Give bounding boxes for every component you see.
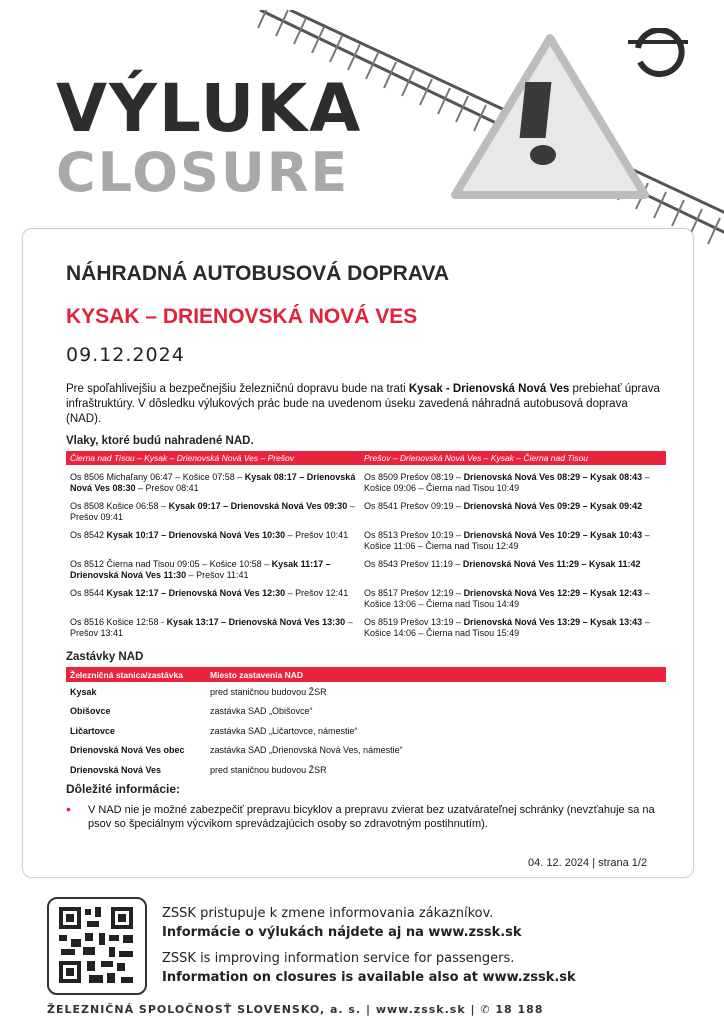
company-footer: ŽELEZNIČNÁ SPOLOČNOSŤ SLOVENSKO, a. s. | www.zssk.sk | ✆ 18 188 (47, 1003, 544, 1016)
table-row: Ličartovce zastávka SAD „Ličartovce, námestie“ (70, 725, 358, 736)
intro-text-a: Pre spoľahlivejšiu a bezpečnejšiu železničnú dopravu bude na trati (66, 383, 409, 395)
page-footer: 04. 12. 2024 | strana 1/2 (528, 857, 648, 869)
notice-sk: ZSSK pristupuje k zmene informovania zákazníkov. (162, 906, 494, 921)
trains-header-bar (66, 451, 666, 465)
stops-col-station: Železničná stanica/zastávka (66, 667, 206, 682)
train-right-4: Os 8543 Prešov 11:19 – Drienovská Nová Ves 11:29 – Kysak 11:42 (364, 559, 641, 569)
title-closure-sk: VÝLUKA (56, 70, 363, 147)
table-row: Obišovce zastávka SAD „Obišovce“ (70, 706, 313, 717)
notice-en: ZSSK is improving information service for passengers. (162, 951, 515, 966)
stops-section-title: Zastávky NAD (66, 651, 144, 663)
col-right-header: Prešov – Drienovská Nová Ves – Kysak – Čierna nad Tisou (364, 453, 589, 463)
intro-route: Kysak - Drienovská Nová Ves (408, 383, 570, 395)
stops-table (66, 667, 666, 780)
train-right-3: Os 8513 Prešov 10:19 – Drienovská Nová Ves 10:29 – Kysak 10:43 – Košice 11:06 – Čierna nad Tisou 12:49 (364, 530, 650, 551)
qr-code-icon (47, 897, 147, 995)
train-left-6: Os 8516 Košice 12:58 - Kysak 13:17 – Drienovská Nová Ves 13:30 – Prešov 13:41 (70, 617, 353, 638)
train-left-1: Os 8506 Michaľany 06:47 – Košice 07:58 – Kysak 08:17 – Drienovská Nová Ves 08:30 – Prešov 08:41 (70, 472, 356, 493)
trains-section-title: Vlaky, ktoré budú nahradené NAD. (66, 435, 254, 447)
table-row: Kysak pred staničnou budovou ŽSR (70, 686, 327, 697)
intro-text-b: prebiehať úprava infraštruktúry. V dôsledku výlukových prác bude na uvedenom úseku zavedená náhradná autobusová doprava (NAD). (66, 383, 660, 425)
stops-col-place: Miesto zastavenia NAD (206, 667, 666, 682)
notice-en-link: Information on closures is available also at www.zssk.sk (162, 970, 576, 985)
info-text: V NAD nie je možné zabezpečiť prepravu bicyklov a prepravu zvierat bez uzatvárateľnej schránky (nevzťahuje sa na psov so špeciálnym výcvikom sprevádzajúcich osoby so zdravotným postihnutím). (88, 804, 655, 830)
card-heading: NÁHRADNÁ AUTOBUSOVÁ DOPRAVA (66, 262, 450, 285)
table-row: Drienovská Nová Ves obec zastávka SAD „Drienovská Nová Ves, námestie“ (70, 745, 403, 756)
table-row: Drienovská Nová Ves pred staničnou budovou ŽSR (70, 764, 327, 775)
train-right-6: Os 8519 Prešov 13:19 – Drienovská Nová Ves 13:29 – Kysak 13:43 – Košice 14:06 – Čierna nad Tisou 15:49 (364, 617, 650, 638)
closure-date: 09.12.2024 (66, 344, 185, 366)
train-left-3: Os 8542 Kysak 10:17 – Drienovská Nová Ves 10:30 – Prešov 10:41 (70, 530, 349, 540)
train-left-5: Os 8544 Kysak 12:17 – Drienovská Nová Ves 12:30 – Prešov 12:41 (70, 588, 349, 598)
info-list-item (66, 803, 666, 831)
col-left-header: Čierna nad Tisou – Kysak – Drienovská Nová Ves – Prešov (70, 453, 295, 463)
bullet-icon: • (66, 801, 71, 817)
train-right-5: Os 8517 Prešov 12:19 – Drienovská Nová Ves 12:29 – Kysak 12:43 – Košice 13:06 – Čierna nad Tisou 14:49 (364, 588, 650, 609)
notice-sk-link: Informácie o výlukách nájdete aj na www.zssk.sk (162, 925, 522, 940)
train-left-2: Os 8508 Košice 06:58 – Kysak 09:17 – Drienovská Nová Ves 09:30 – Prešov 09:41 (70, 501, 355, 522)
info-section-title: Dôležité informácie: (66, 782, 181, 796)
route-heading: KYSAK – DRIENOVSKÁ NOVÁ VES (66, 305, 418, 328)
train-right-1: Os 8509 Prešov 08:19 – Drienovská Nová Ves 08:29 – Kysak 08:43 – Košice 09:06 – Čierna nad Tisou 10:49 (364, 472, 650, 493)
train-right-2: Os 8541 Prešov 09:19 – Drienovská Nová Ves 09:29 – Kysak 09:42 (364, 501, 643, 511)
intro-paragraph (66, 382, 666, 427)
zssk-logo-icon (626, 28, 696, 78)
train-left-4: Os 8512 Čierna nad Tisou 09:05 – Košice 10:58 – Kysak 11:17 – Drienovská Nová Ves 11:30 – Prešov 11:41 (70, 559, 331, 580)
title-closure-en: CLOSURE (56, 141, 350, 204)
